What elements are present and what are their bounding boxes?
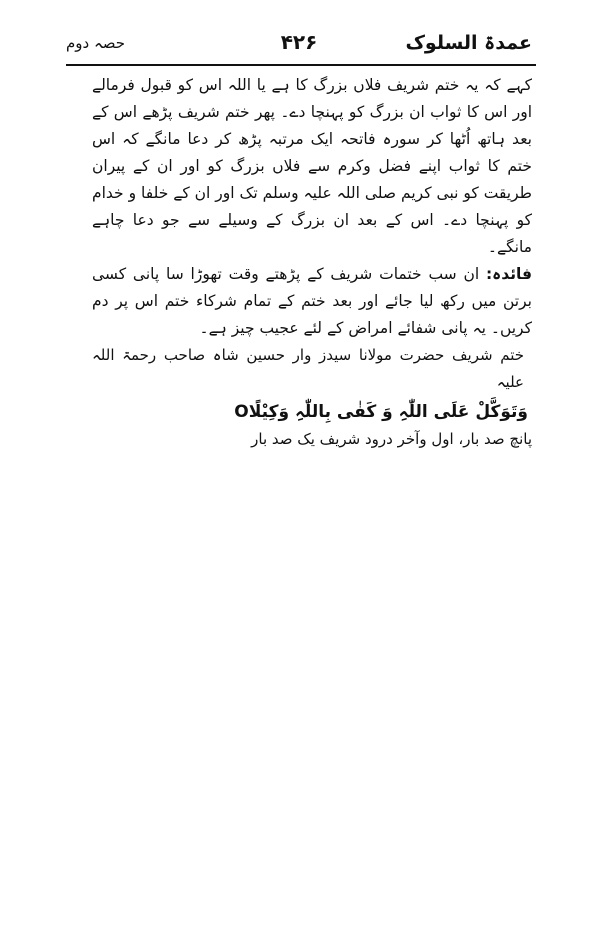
book-title: عمدۃ السلوک (405, 32, 532, 54)
page-body (92, 72, 532, 453)
paragraph-1: کہے کہ یہ ختم شریف فلاں بزرگ کا ہے یا اللہ اس کو قبول فرمالے اور اس کا ثواب ان بزرگ کو پہنچا دے۔ پھر ختم شریف پڑھے اس کے بعد ہاتھ اُٹھا کر سورہ فاتحہ ایک مرتبہ پڑھ کر دعا مانگے کہ اس ختم کا ثواب اپنے فضل وکرم سے فلاں بزرگ کو اور ان کے پیران طریقت کو نبی کریم صلی اللہ علیہ وسلم تک اور ان کے خلفا و خدام کو پہنچا دے۔ اس کے بعد ان بزرگ کے وسیلے سے جو دعا چاہے مانگے۔ (92, 76, 532, 256)
verse-line: وَتَوَکَّلْ عَلَی اللّٰہِ وَ کَفٰی بِاللّٰہِ وَکِیْلًاO (234, 402, 528, 422)
faida-text: ان سب ختمات شریف کے پڑھتے وقت تھوڑا سا پانی کسی برتن میں رکھ لیا جائے اور بعد ختم کے تمام شرکاء ختم اس پر دم کریں۔ یہ پانی شفائے امراض کے لئے عجیب چیز ہے۔ (92, 265, 532, 337)
page-header (66, 26, 532, 60)
header-divider (66, 64, 536, 66)
khatam-heading: ختم شریف حضرت مولانا سیدز وار حسین شاہ صاحب رحمۃ اللہ علیہ (92, 346, 524, 391)
recitation-instruction: پانچ صد بار، اول وآخر درود شریف یک صد بار (251, 430, 532, 448)
volume-label: حصہ دوم (66, 34, 126, 52)
faida-paragraph (92, 261, 532, 342)
faida-label: فائدہ: (485, 265, 532, 283)
page-number: ۴۲۶ (280, 30, 318, 54)
